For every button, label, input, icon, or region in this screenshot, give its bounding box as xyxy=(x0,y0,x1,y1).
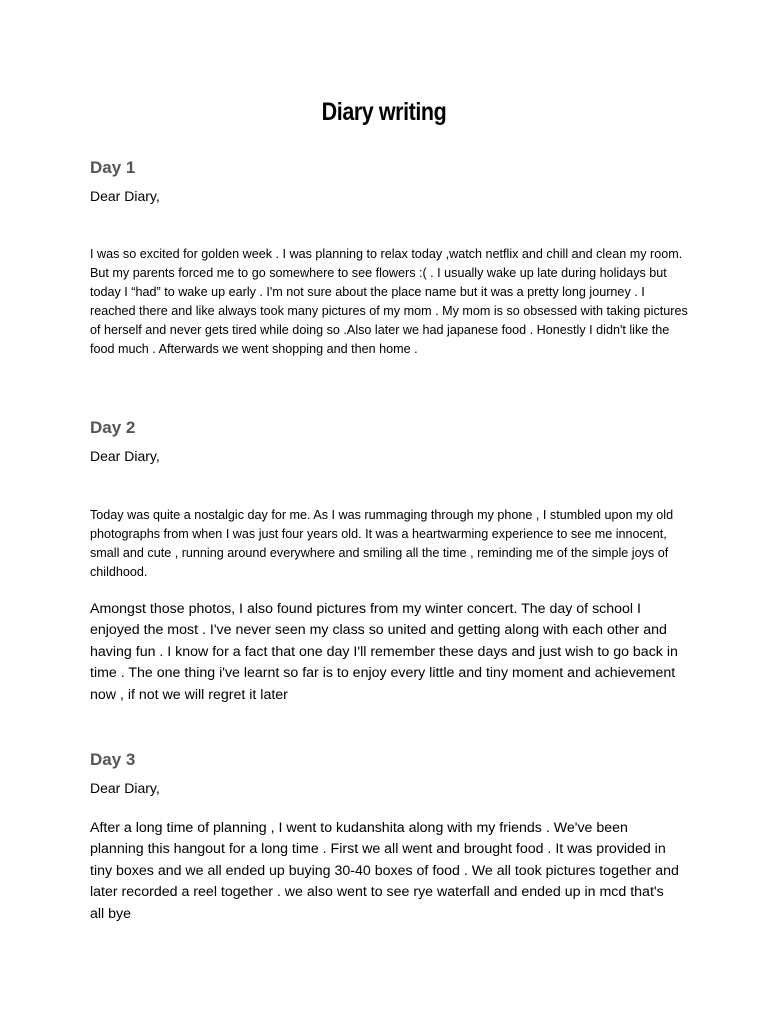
day-3-heading: Day 3 xyxy=(90,750,136,769)
document-title: Diary writing xyxy=(321,98,447,126)
day-3-paragraph-1: After a long time of planning , I went to kudanshita along with my friends . We've been planning this hangout for a long time . First we all went and brought food . It was provided in tiny boxes and we all ended up buying 30-40 boxes of food . We all took pictures together and later recorded a reel together . we also went to see rye waterfall and ended up in mcd that's all bye xyxy=(90,820,679,922)
day-1-heading: Day 1 xyxy=(90,158,136,177)
day-2-heading: Day 2 xyxy=(90,418,136,437)
day-1-salutation: Dear Diary, xyxy=(90,188,160,204)
day-1-paragraph-1: I was so excited for golden week . I was planning to relax today ,watch netflix and chill and clean my room. But my parents forced me to go somewhere to see flowers :( . I usually wake up late during holidays but today I “had” to wake up early . I'm not sure about the place name but it was a pretty long journey . I reached there and like always took many pictures of my mom . My mom is so obsessed with taking pictures of herself and never gets tired while doing so .Also later we had japanese food . Honestly I didn't like the food much . Afterwards we went shopping and then home . xyxy=(90,247,688,356)
day-2-paragraph-1: Today was quite a nostalgic day for me. As I was rummaging through my phone , I stumbled upon my old photographs from when I was just four years old. It was a heartwarming experience to see me innocent, small and cute , running around everywhere and smiling all the time , reminding me of the simple joys of childhood. xyxy=(90,508,674,579)
day-3-salutation: Dear Diary, xyxy=(90,780,160,796)
day-2-salutation: Dear Diary, xyxy=(90,448,160,464)
day-2-paragraph-2: Amongst those photos, I also found pictures from my winter concert. The day of school I enjoyed the most . I've never seen my class so united and getting along with each other and having fun . I know for a fact that one day I'll remember these days and just wish to go back in time . The one thing i've learnt so far is to enjoy every little and tiny moment and achievement now , if not we will regret it later xyxy=(90,601,678,703)
